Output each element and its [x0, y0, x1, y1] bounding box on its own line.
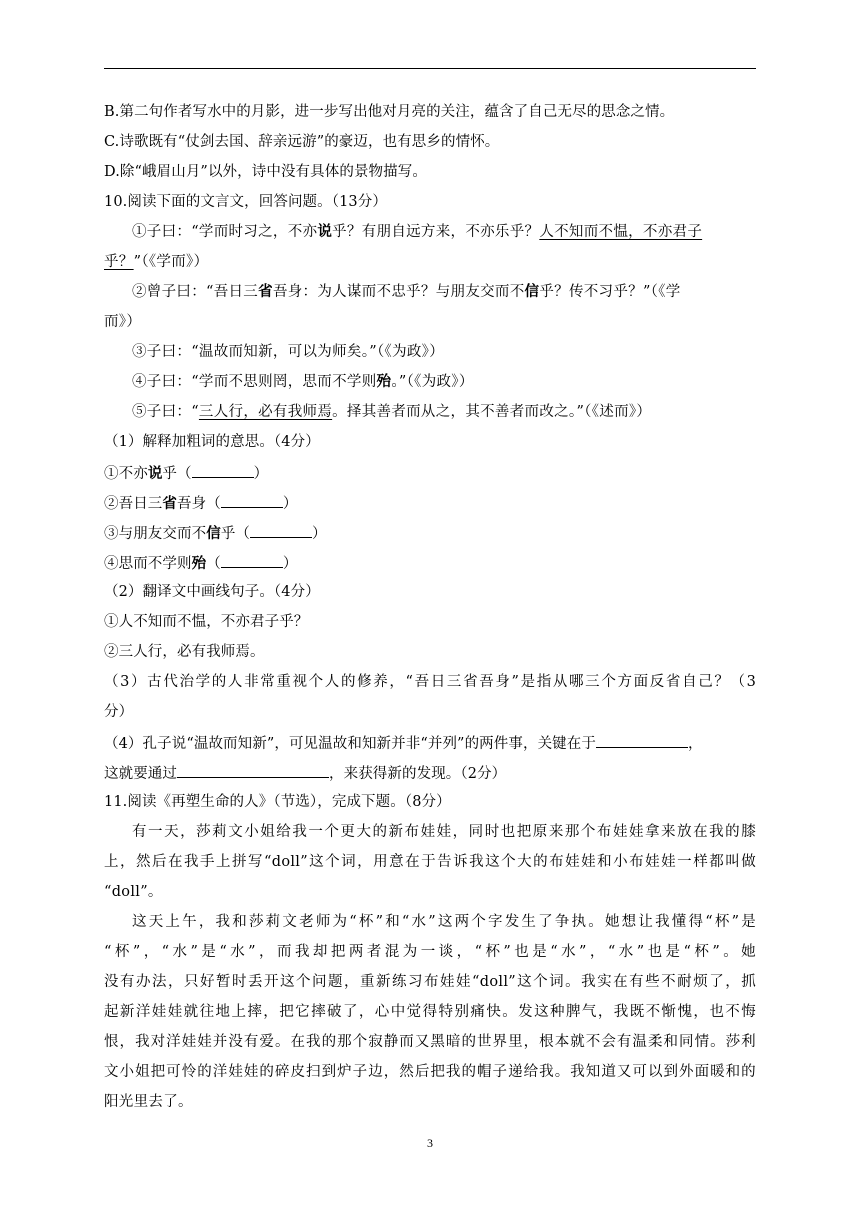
- question-11-heading: 11.阅读《再塑生命的人》（节选），完成下题。（8分）: [104, 794, 451, 810]
- sub-question-3-line-1: （3）古代治学的人非常重视个人的修养，“吾日三省吾身”是指从哪三个方面反省自己？（3: [104, 674, 756, 690]
- sub-question-4-line-1: （4）孔子说“温故而知新”，可见温故和知新并非“并列”的两件事，关键在于 ，: [104, 733, 703, 753]
- option-b: B.第二句作者写水中的月影，进一步写出他对月亮的关注，蕴含了自己无尽的思念之情。: [104, 104, 675, 120]
- question-10-heading: 10.阅读下面的文言文，回答问题。（13分）: [104, 194, 387, 210]
- page-number: 3: [427, 1136, 433, 1150]
- answer-blank[interactable]: [250, 523, 312, 538]
- passage-paragraph-line: 恨，我对洋娃娃并没有爱。在我的那个寂静而又黑暗的世界里，根本就不会有温柔和同情。莎利: [104, 1034, 756, 1050]
- passage-paragraph-line: 阳光里去了。: [104, 1094, 193, 1110]
- answer-blank[interactable]: [596, 733, 688, 748]
- translate-sentence-1: ①人不知而不愠，不亦君子乎？: [104, 614, 309, 630]
- passage-line-1-cont: 乎？”（《学而》）: [104, 254, 209, 270]
- fill-item-3: ③与朋友交而不信乎（ ）: [104, 525, 327, 542]
- bold-word-xing: 省: [258, 283, 273, 300]
- passage-paragraph-line: 有一天，莎莉文小姐给我一个更大的新布娃娃，同时也把原来那个布娃娃拿来放在我的膝: [132, 824, 756, 840]
- fill-item-1: ①不亦说乎（ ）: [104, 465, 269, 482]
- bold-word-shuo: 说: [317, 223, 333, 240]
- bold-word-dai: 殆: [376, 373, 392, 390]
- sub-question-1-heading: （1）解释加粗词的意思。（4分）: [104, 434, 320, 450]
- underlined-sentence-1: 人不知而不愠，不亦君子: [539, 224, 703, 240]
- fill-item-4: ④思而不学则殆（ ）: [104, 555, 298, 572]
- sub-question-2-heading: （2）翻译文中画线句子。（4分）: [104, 584, 320, 600]
- passage-line-5: ⑤子曰：“三人行，必有我师焉。择其善者而从之，其不善者而改之。”（《述而》）: [132, 404, 652, 420]
- passage-paragraph-line: “doll”。: [104, 884, 163, 900]
- translate-sentence-2: ②三人行，必有我师焉。: [104, 644, 265, 660]
- answer-blank[interactable]: [192, 463, 254, 478]
- answer-blank[interactable]: [221, 553, 283, 568]
- passage-line-1: ①子曰：“学而时习之，不亦说乎？有朋自远方来，不亦乐乎？人不知而不愠，不亦君子: [132, 223, 703, 240]
- passage-line-4: ④子曰：“学而不思则罔，思而不学则殆。”（《为政》）: [132, 373, 474, 390]
- passage-paragraph-line: “杯”，“水”是“水”，而我却把两者混为一谈，“杯”也是“水”，“水”也是“杯”。她: [104, 944, 756, 960]
- passage-paragraph-line: 起新洋娃娃就往地上摔，把它摔破了，心中觉得特别痛快。发这种脾气，我既不惭愧，也不悔: [104, 1004, 756, 1020]
- passage-line-2: ②曾子曰：“吾日三省吾身：为人谋而不忠乎？与朋友交而不信乎？传不习乎？”（《学: [132, 283, 681, 300]
- option-d: D.除“峨眉山月”以外，诗中没有具体的景物描写。: [104, 164, 427, 180]
- passage-line-3: ③子曰：“温故而知新，可以为师矣。”（《为政》）: [132, 344, 445, 360]
- option-c: C.诗歌既有“仗剑去国、辞亲远游”的豪迈，也有思乡的情怀。: [104, 134, 500, 150]
- passage-paragraph-line: 上，然后在我手上拼写“doll”这个词，用意在于告诉我这个大的布娃娃和小布娃娃一样都叫做: [104, 854, 756, 870]
- answer-blank[interactable]: [221, 493, 283, 508]
- sub-question-4-line-2: 这就要通过 ，来获得新的发现。（2分）: [104, 763, 506, 783]
- passage-line-2-cont: 而》）: [104, 314, 142, 330]
- passage-paragraph-line: 没有办法，只好暂时丢开这个问题，重新练习布娃娃“doll”这个词。我实在有些不耐烦了，抓: [104, 974, 756, 990]
- passage-paragraph-line: 文小姐把可怜的洋娃娃的碎皮扫到炉子边，然后把我的帽子递给我。我知道又可以到外面暖和的: [104, 1064, 756, 1080]
- underlined-sentence-2: 三人行，必有我师焉: [198, 404, 333, 420]
- passage-paragraph-line: 这天上午，我和莎莉文老师为“杯”和“水”这两个字发生了争执。她想让我懂得“杯”是: [132, 914, 756, 930]
- answer-blank[interactable]: [177, 763, 329, 778]
- header-rule: [104, 68, 756, 69]
- sub-question-3-line-2: 分）: [104, 704, 134, 720]
- fill-item-2: ②吾日三省吾身（ ）: [104, 495, 298, 512]
- bold-word-xin: 信: [524, 283, 540, 300]
